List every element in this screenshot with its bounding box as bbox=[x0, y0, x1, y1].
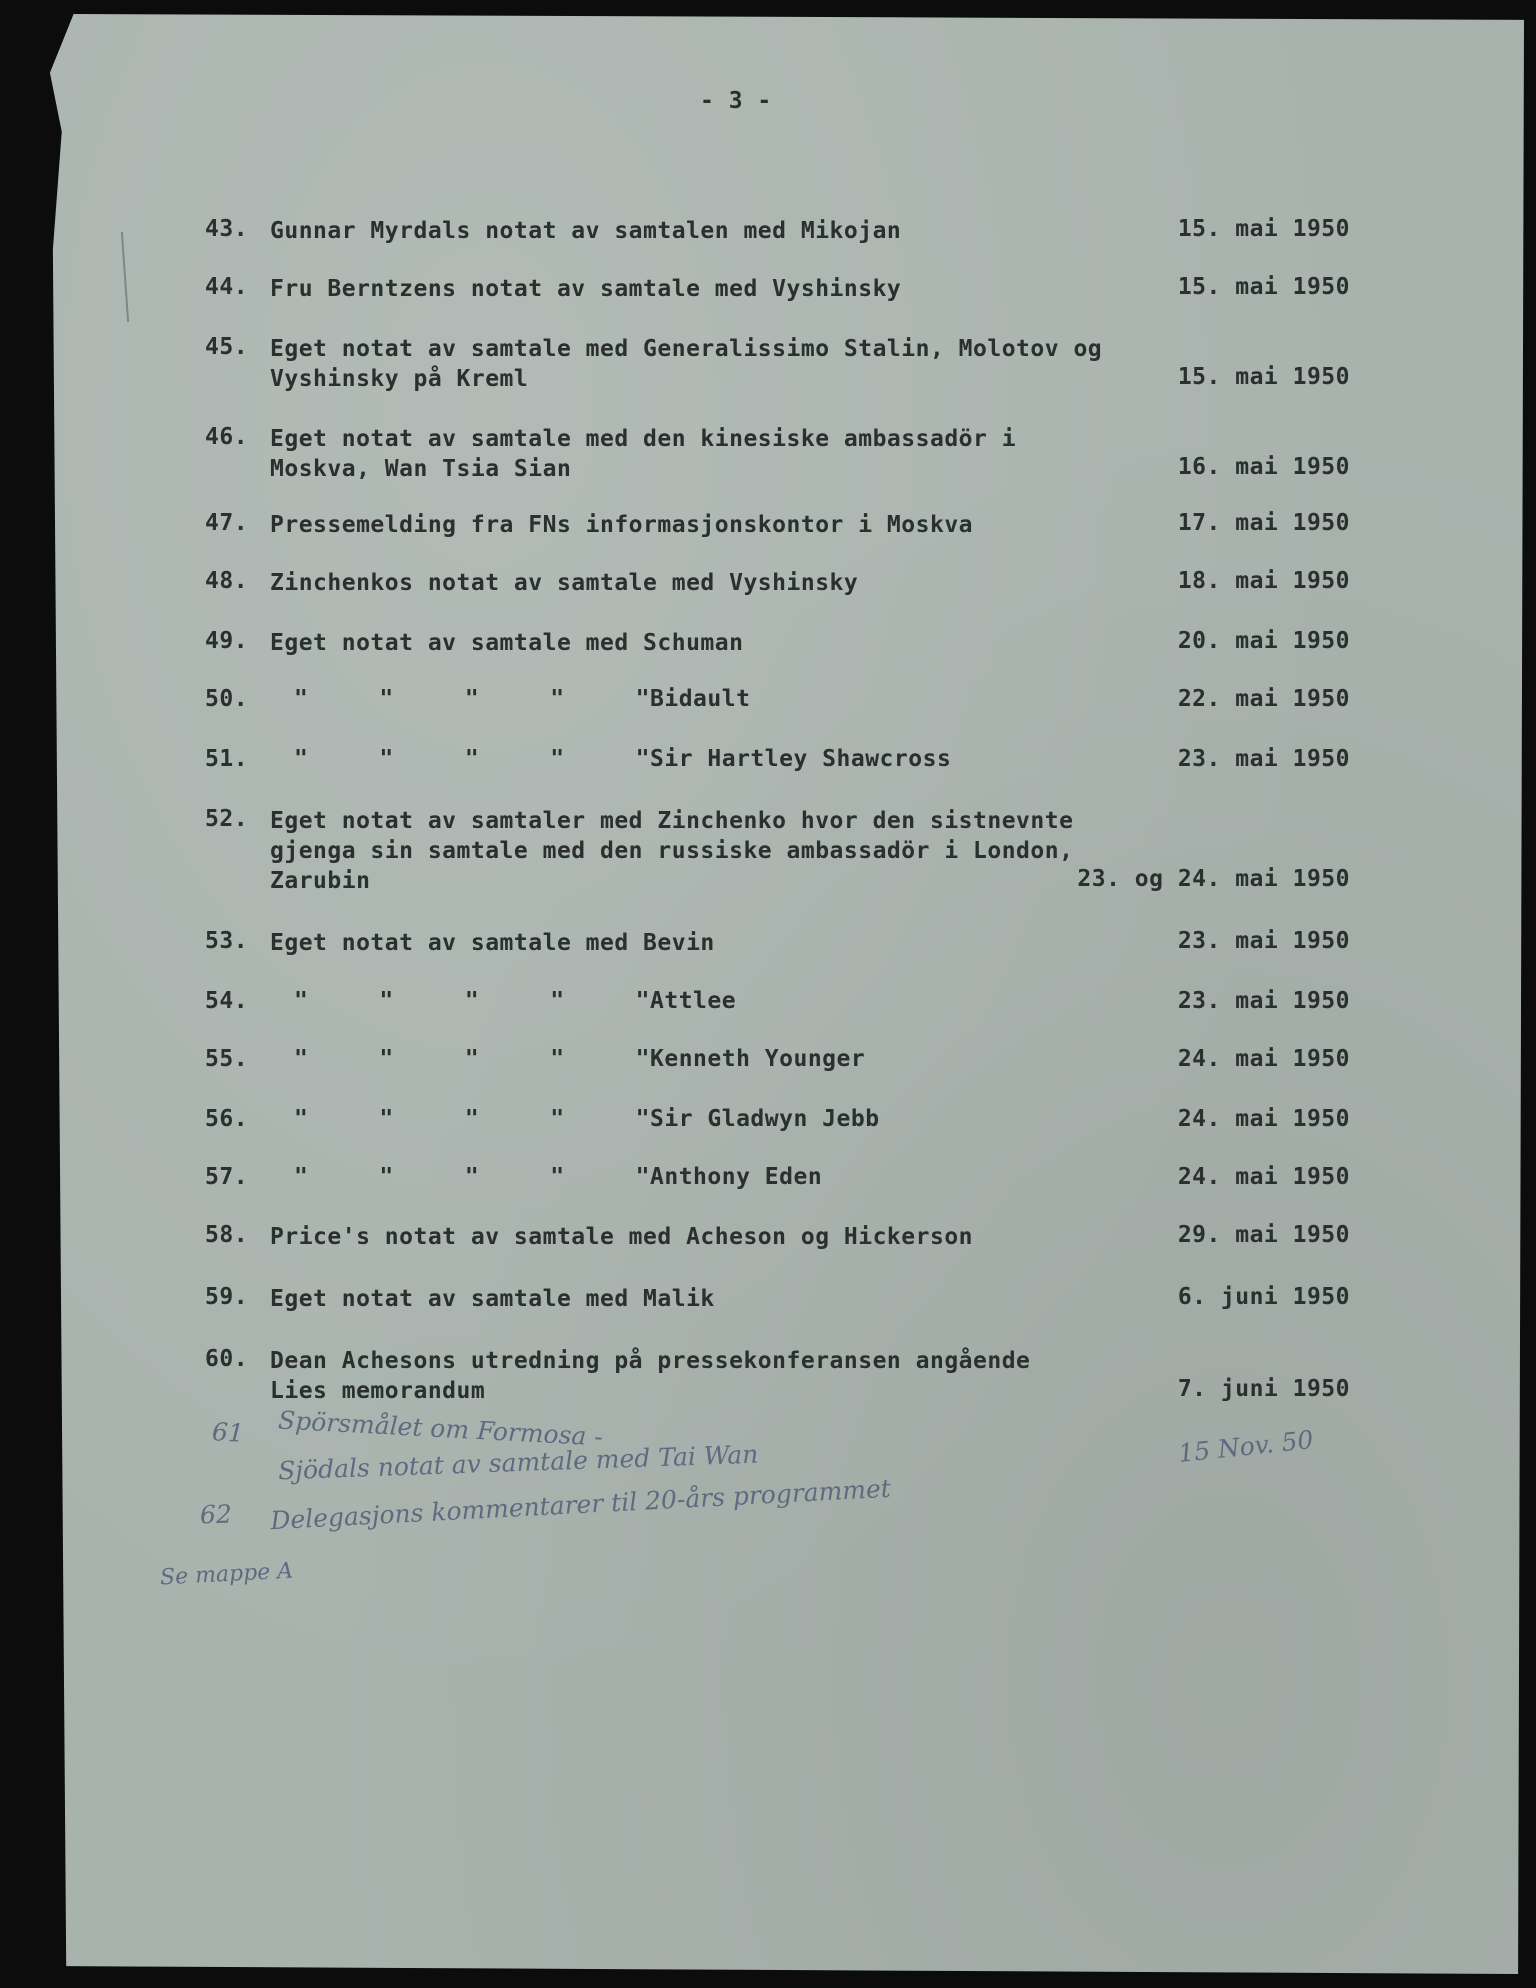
entry-number: 45. bbox=[205, 334, 249, 360]
handwritten-number-61: 61 bbox=[211, 1417, 245, 1448]
entry-date: 24. mai 1950 bbox=[1177, 1046, 1350, 1072]
entry-person-name: Sir Gladwyn Jebb bbox=[650, 1106, 880, 1132]
entry-title-line: Moskva, Wan Tsia Sian bbox=[270, 456, 572, 482]
ditto-mark: " bbox=[379, 1046, 394, 1072]
ditto-mark: " bbox=[635, 1046, 650, 1072]
ditto-mark: " bbox=[379, 988, 394, 1014]
ditto-marks bbox=[270, 746, 650, 772]
ditto-mark: " bbox=[635, 686, 650, 712]
ditto-mark: " bbox=[550, 1164, 565, 1190]
entry-person-name: Attlee bbox=[650, 988, 737, 1014]
ditto-mark: " bbox=[464, 988, 480, 1014]
entry-date: 18. mai 1950 bbox=[1177, 568, 1350, 594]
entry-date: 23. mai 1950 bbox=[1177, 928, 1350, 954]
entry-title-line: Fru Berntzens notat av samtale med Vyshinsky bbox=[270, 276, 902, 302]
ditto-mark: " bbox=[550, 1106, 565, 1132]
handwritten-note-mappe: Se mappe A bbox=[159, 1558, 294, 1591]
entry-number: 54. bbox=[205, 988, 249, 1014]
ditto-mark: " bbox=[464, 686, 480, 712]
entry-date: 7. juni 1950 bbox=[1177, 1376, 1350, 1402]
ditto-mark: " bbox=[294, 988, 309, 1014]
entry-number: 56. bbox=[205, 1106, 249, 1132]
entry-title-line: Eget notat av samtale med Bevin bbox=[270, 930, 715, 956]
handwritten-number-62: 62 bbox=[199, 1499, 233, 1530]
entry-date: 15. mai 1950 bbox=[1177, 274, 1350, 300]
entry-number: 52. bbox=[205, 806, 249, 832]
ditto-marks bbox=[270, 1106, 650, 1132]
ditto-marks bbox=[270, 686, 650, 712]
ditto-mark: " bbox=[379, 746, 394, 772]
entry-date: 16. mai 1950 bbox=[1177, 454, 1350, 480]
ditto-mark: " bbox=[464, 1106, 480, 1132]
entry-number: 57. bbox=[205, 1164, 249, 1190]
ditto-mark: " bbox=[294, 1106, 309, 1132]
ditto-mark: " bbox=[464, 1046, 480, 1072]
ditto-mark: " bbox=[635, 746, 650, 772]
entry-person-name: Sir Hartley Shawcross bbox=[650, 746, 952, 772]
entry-number: 43. bbox=[205, 216, 249, 242]
ditto-mark: " bbox=[379, 686, 394, 712]
entry-title-line: Vyshinsky på Kreml bbox=[270, 366, 529, 392]
entry-date: 23. mai 1950 bbox=[1177, 988, 1350, 1014]
entry-date: 29. mai 1950 bbox=[1177, 1222, 1350, 1248]
entry-title-line: Zinchenkos notat av samtale med Vyshinsky bbox=[270, 570, 859, 596]
ditto-mark: " bbox=[550, 988, 565, 1014]
entry-number: 50. bbox=[205, 686, 249, 712]
entry-person-name: Bidault bbox=[650, 686, 751, 712]
ditto-mark: " bbox=[294, 1164, 309, 1190]
entry-title-line: Pressemelding fra FNs informasjonskontor i Moskva bbox=[270, 512, 974, 538]
entry-date: 23. mai 1950 bbox=[1177, 746, 1350, 772]
entry-number: 46. bbox=[205, 424, 249, 450]
entry-title-line: Price's notat av samtale med Acheson og Hickerson bbox=[270, 1224, 974, 1250]
entry-title-line: Eget notat av samtaler med Zinchenko hvor den sistnevnte bbox=[270, 808, 1074, 834]
ditto-mark: " bbox=[635, 1106, 650, 1132]
entry-title-line: Eget notat av samtale med Malik bbox=[270, 1286, 715, 1312]
entry-date: 15. mai 1950 bbox=[1177, 364, 1350, 390]
ditto-mark: " bbox=[464, 746, 480, 772]
entry-date: 23. og 24. mai 1950 bbox=[1077, 866, 1350, 892]
entry-title-line: gjenga sin samtale med den russiske ambassadör i London, bbox=[270, 838, 1074, 864]
ditto-marks bbox=[270, 1164, 650, 1190]
ditto-mark: " bbox=[294, 746, 309, 772]
entry-title-line: Eget notat av samtale med Schuman bbox=[270, 630, 744, 656]
ditto-mark: " bbox=[550, 1046, 565, 1072]
entry-title-line: Eget notat av samtale med Generalissimo Stalin, Molotov og bbox=[270, 336, 1103, 362]
ditto-mark: " bbox=[294, 1046, 309, 1072]
ditto-mark: " bbox=[550, 746, 565, 772]
ditto-mark: " bbox=[635, 1164, 650, 1190]
ditto-marks bbox=[270, 988, 650, 1014]
entry-person-name: Kenneth Younger bbox=[650, 1046, 866, 1072]
entry-number: 55. bbox=[205, 1046, 249, 1072]
entry-title-line: Lies memorandum bbox=[270, 1378, 486, 1404]
entry-title-line: Gunnar Myrdals notat av samtalen med Mikojan bbox=[270, 218, 902, 244]
ditto-mark: " bbox=[550, 686, 565, 712]
entry-person-name: Anthony Eden bbox=[650, 1164, 823, 1190]
entry-number: 49. bbox=[205, 628, 249, 654]
entry-number: 44. bbox=[205, 274, 249, 300]
handwritten-date-61: 15 Nov. 50 bbox=[1176, 1424, 1315, 1469]
entry-title-line: Eget notat av samtale med den kinesiske ambassadör i bbox=[270, 426, 1017, 452]
entry-date: 17. mai 1950 bbox=[1177, 510, 1350, 536]
entry-number: 47. bbox=[205, 510, 249, 536]
handwritten-note-61a: Spörsmålet om Formosa - bbox=[277, 1405, 604, 1452]
entry-number: 58. bbox=[205, 1222, 249, 1248]
page-number: - 3 - bbox=[700, 88, 772, 114]
entry-title-line: Zarubin bbox=[270, 868, 371, 894]
ditto-mark: " bbox=[294, 686, 309, 712]
ditto-mark: " bbox=[379, 1164, 394, 1190]
entry-number: 59. bbox=[205, 1284, 249, 1310]
entry-number: 51. bbox=[205, 746, 249, 772]
ditto-mark: " bbox=[635, 988, 650, 1014]
ditto-mark: " bbox=[464, 1164, 480, 1190]
entry-date: 6. juni 1950 bbox=[1177, 1284, 1350, 1310]
ditto-marks bbox=[270, 1046, 650, 1072]
entry-date: 24. mai 1950 bbox=[1177, 1164, 1350, 1190]
handwritten-note-62: Delegasjons kommentarer til 20-års programmet bbox=[269, 1473, 892, 1536]
entry-number: 48. bbox=[205, 568, 249, 594]
entry-date: 15. mai 1950 bbox=[1177, 216, 1350, 242]
entry-number: 60. bbox=[205, 1346, 249, 1372]
entry-date: 20. mai 1950 bbox=[1177, 628, 1350, 654]
entry-date: 22. mai 1950 bbox=[1177, 686, 1350, 712]
entry-date: 24. mai 1950 bbox=[1177, 1106, 1350, 1132]
handwritten-note-61b: Sjödals notat av samtale med Tai Wan bbox=[277, 1439, 759, 1486]
ditto-mark: " bbox=[379, 1106, 394, 1132]
entry-number: 53. bbox=[205, 928, 249, 954]
entry-title-line: Dean Achesons utredning på pressekonferansen angående bbox=[270, 1348, 1031, 1374]
